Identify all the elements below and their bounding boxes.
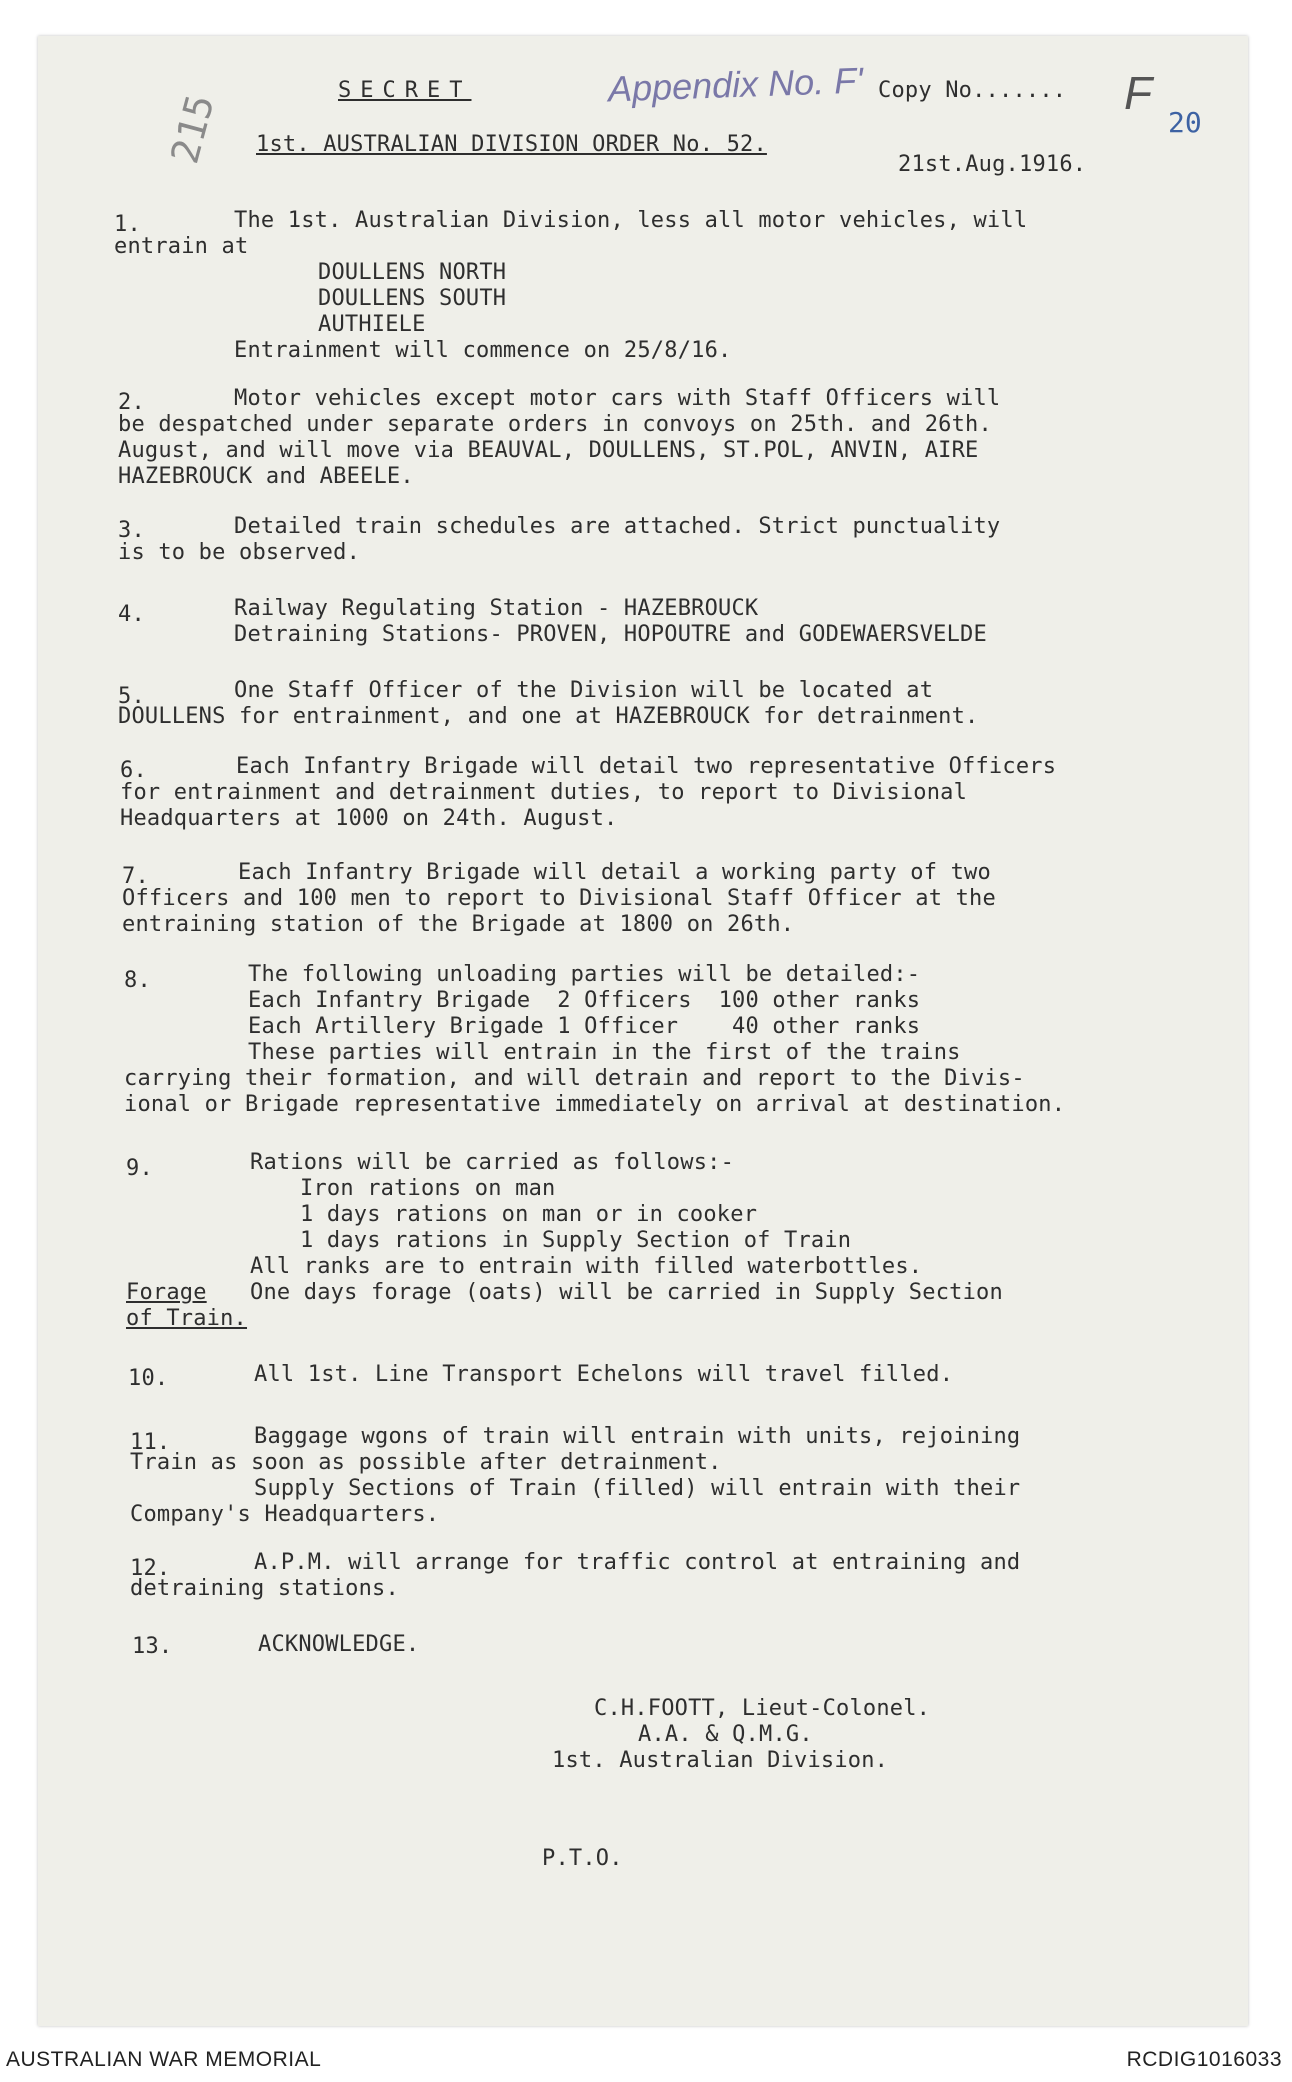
para-11-line-1: Baggage wgons of train will entrain with units, rejoining [254,1424,1021,1449]
para-8-num: 8. [124,968,151,993]
para-11-num: 11. [130,1430,171,1455]
para-6-line-2: for entrainment and detrainment duties, to report to Divisional [120,780,968,805]
para-5-line-1: One Staff Officer of the Division will be located at [234,678,934,703]
para-12-line-1: A.P.M. will arrange for traffic control at entraining and [254,1550,1021,1575]
para-1-line-6: Entrainment will commence on 25/8/16. [234,338,732,363]
para-1-station-2: DOULLENS SOUTH [318,286,507,311]
para-3-line-2: is to be observed. [118,540,361,565]
para-7-num: 7. [122,864,149,889]
page-number-stamp: 215 [162,89,223,169]
para-13-line-1: ACKNOWLEDGE. [258,1632,420,1657]
document-sheet [38,36,1248,2026]
folio-stamp: 20 [1168,106,1202,139]
para-2-line-3: August, and will move via BEAUVAL, DOULLENS, ST.POL, ANVIN, AIRE [118,438,979,463]
para-2-num: 2. [118,390,145,415]
secret-heading: SECRET [338,78,472,103]
para-1-station-1: DOULLENS NORTH [318,260,507,285]
para-10-num: 10. [128,1366,169,1391]
para-8-line-5: carrying their formation, and will detrain and report to the Divis- [124,1066,1025,1091]
signature-role: A.A. & Q.M.G. [638,1722,813,1747]
para-8-party-2: Each Artillery Brigade 1 Officer 40 other ranks [248,1014,921,1039]
para-8-line-6: ional or Brigade representative immediately on arrival at destination. [124,1092,1066,1117]
para-1-station-3: AUTHIELE [318,312,426,337]
para-7-line-2: Officers and 100 men to report to Divisional Staff Officer at the [122,886,996,911]
para-5-line-2: DOULLENS for entrainment, and one at HAZEBROUCK for detrainment. [118,704,979,729]
para-9-forage-label: Forage [126,1280,207,1305]
para-8-party-1: Each Infantry Brigade 2 Officers 100 other ranks [248,988,921,1013]
para-9-ration-3: 1 days rations in Supply Section of Train [300,1228,852,1253]
para-4-line-2: Detraining Stations- PROVEN, HOPOUTRE and GODEWAERSVELDE [234,622,987,647]
para-11-line-3: Supply Sections of Train (filled) will entrain with their [254,1476,1021,1501]
footer-source: AUSTRALIAN WAR MEMORIAL [6,2048,322,2071]
para-9-line-5: All ranks are to entrain with filled waterbottles. [250,1254,923,1279]
para-9-line-8: of Train. [126,1306,248,1331]
para-1-line-1: The 1st. Australian Division, less all motor vehicles, will [234,208,1028,233]
para-9-line-1: Rations will be carried as follows:- [250,1150,735,1175]
para-6-num: 6. [120,758,147,783]
para-7-line-1: Each Infantry Brigade will detail a working party of two [238,860,991,885]
para-12-line-2: detraining stations. [130,1576,399,1601]
para-6-line-1: Each Infantry Brigade will detail two representative Officers [236,754,1057,779]
signature-name: C.H.FOOTT, Lieut-Colonel. [594,1696,931,1721]
pto-note: P.T.O. [542,1846,623,1871]
para-9-ration-1: Iron rations on man [300,1176,556,1201]
para-1-num: 1. [114,212,141,237]
para-12-num: 12. [130,1556,171,1581]
signature-unit: 1st. Australian Division. [552,1748,889,1773]
para-7-line-3: entraining station of the Brigade at 1800 on 26th. [122,912,795,937]
para-5-num: 5. [118,684,145,709]
para-9-line-7: One days forage (oats) will be carried in Supply Section [250,1280,1003,1305]
order-title: 1st. AUSTRALIAN DIVISION ORDER No. 52. [256,132,767,157]
appendix-annotation: Appendix No. F' [607,59,864,110]
para-13-num: 13. [132,1634,173,1659]
para-4-num: 4. [118,602,145,627]
para-11-line-2: Train as soon as possible after detrainment. [130,1450,722,1475]
para-2-line-1: Motor vehicles except motor cars with Staff Officers will [234,386,1001,411]
para-4-line-1: Railway Regulating Station - HAZEBROUCK [234,596,759,621]
para-3-num: 3. [118,518,145,543]
para-8-line-4: These parties will entrain in the first of the trains [248,1040,961,1065]
para-6-line-3: Headquarters at 1000 on 24th. August. [120,806,618,831]
copy-number: Copy No....... [878,78,1067,103]
footer-id: RCDIG1016033 [1126,2048,1282,2071]
para-9-num: 9. [126,1156,153,1181]
para-8-line-1: The following unloading parties will be detailed:- [248,962,921,987]
para-2-line-4: HAZEBROUCK and ABEELE. [118,464,414,489]
para-9-ration-2: 1 days rations on man or in cooker [300,1202,758,1227]
para-2-line-2: be despatched under separate orders in convoys on 25th. and 26th. [118,412,992,437]
para-11-line-4: Company's Headquarters. [130,1502,440,1527]
order-date: 21st.Aug.1916. [898,152,1087,177]
para-1-line-2: entrain at [114,234,249,259]
copy-mark: F [1124,67,1153,119]
para-10-line-1: All 1st. Line Transport Echelons will travel filled. [254,1362,954,1387]
para-3-line-1: Detailed train schedules are attached. Strict punctuality [234,514,1001,539]
